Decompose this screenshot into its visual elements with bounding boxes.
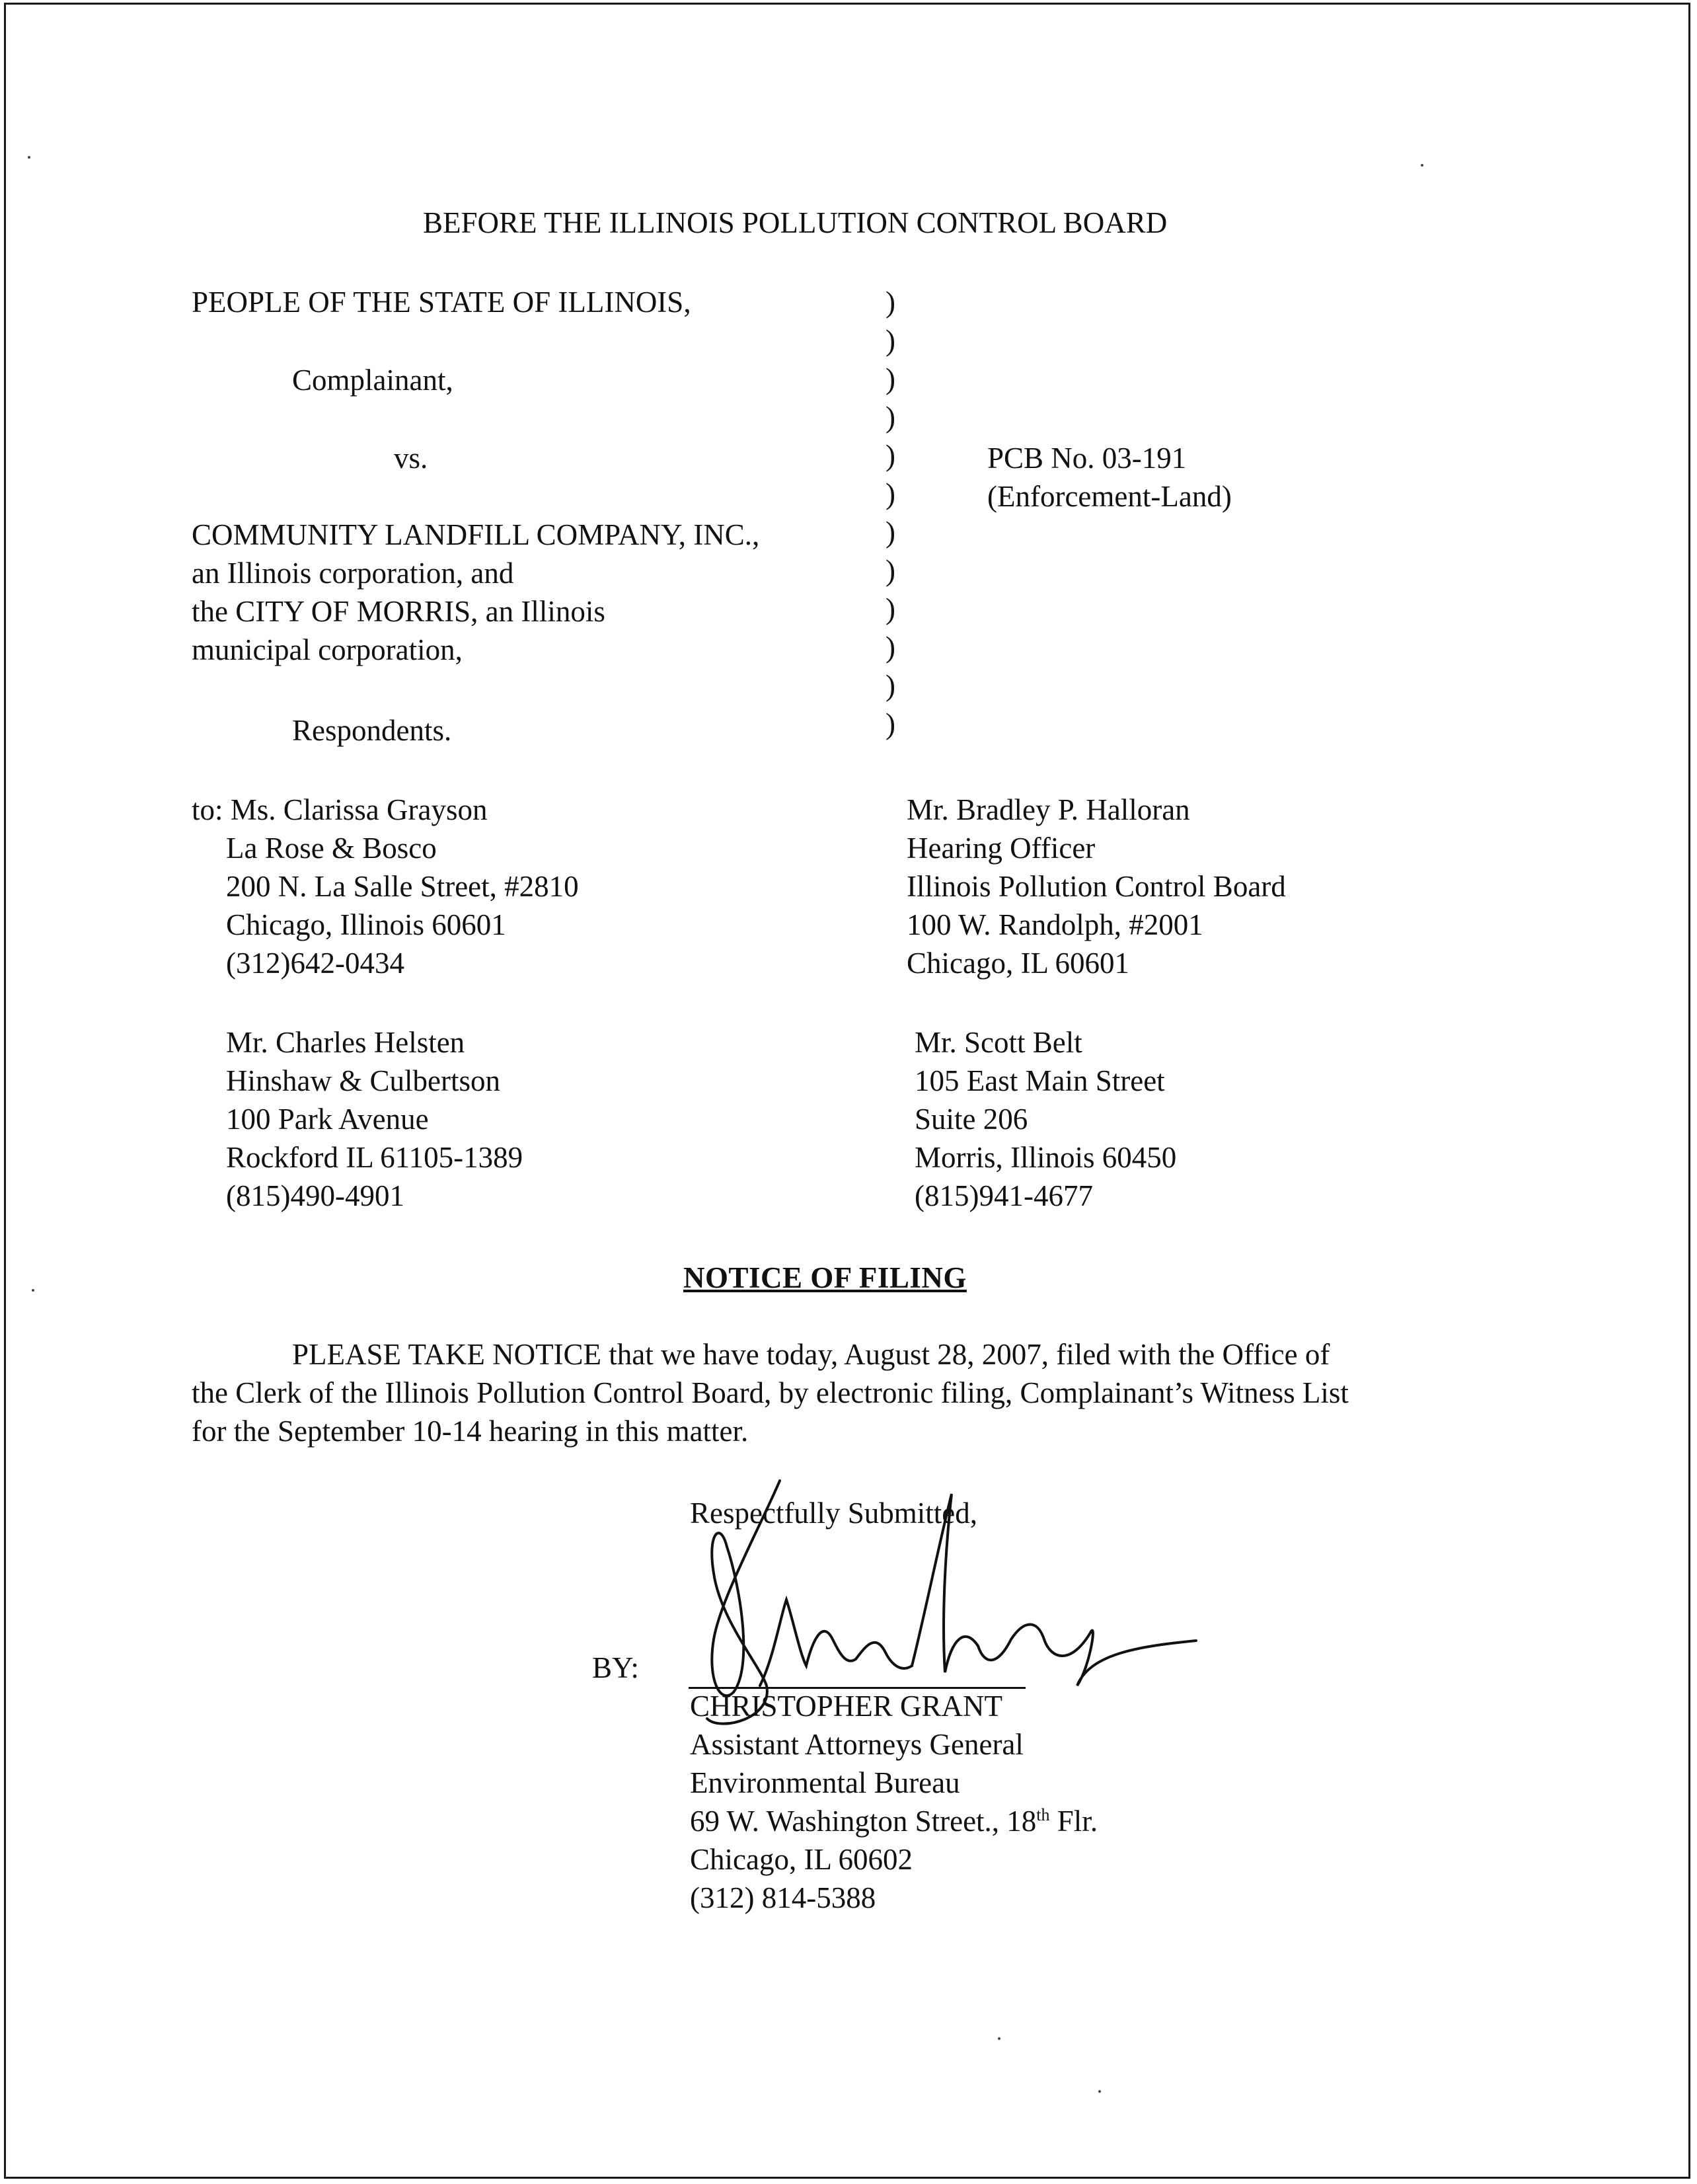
address-line: (312)642-0434 [226,947,404,980]
respondent-line: municipal corporation, [192,633,463,666]
to-label: to: [192,793,231,826]
respondent-line: an Illinois corporation, and [192,557,514,590]
address-line: Mr. Bradley P. Halloran [907,793,1190,826]
notice-line: PLEASE TAKE NOTICE that we have today, August 28, 2007, filed with the Office of [292,1338,1330,1371]
notice-body [192,1335,1349,1450]
street-ordinal: th [1036,1805,1050,1824]
address-line: Ms. Clarissa Grayson [230,793,488,826]
addressee-helsten [226,1023,523,1215]
scan-speck [32,1289,34,1292]
caption-paren: ) [886,439,895,472]
address-line: Chicago, Illinois 60601 [226,908,506,941]
address-line: Mr. Charles Helsten [226,1026,465,1059]
address-line: 100 Park Avenue [226,1103,429,1136]
complainant-name: PEOPLE OF THE STATE OF ILLINOIS, [192,286,691,319]
address-line: Chicago, IL 60601 [907,947,1130,980]
by-label: BY: [592,1651,639,1684]
addressee-grayson-details [226,829,579,982]
addressee-halloran [907,791,1286,982]
address-line: 100 W. Randolph, #2001 [907,908,1203,941]
caption-paren: ) [886,401,895,434]
caption-paren: ) [886,286,895,319]
address-line: 105 East Main Street [915,1064,1165,1097]
address-line: Mr. Scott Belt [915,1026,1082,1059]
caption-paren: ) [886,324,895,357]
versus-label: vs. [394,442,428,475]
caption-paren: ) [886,362,895,395]
notice-line: for the September 10-14 hearing in this matter. [192,1415,749,1448]
complainant-role: Complainant, [292,364,453,397]
address-line: La Rose & Bosco [226,832,437,865]
respondent-line: COMMUNITY LANDFILL COMPANY, INC., [192,518,760,551]
caption-paren: ) [886,516,895,549]
address-line: Hearing Officer [907,832,1096,865]
respondent-role: Respondents. [292,714,452,747]
respondent-line: the CITY OF MORRIS, an Illinois [192,595,605,628]
addressee-belt [915,1023,1176,1215]
street-floor: Flr. [1049,1805,1098,1838]
caption-paren: ) [886,592,895,625]
board-title: BEFORE THE ILLINOIS POLLUTION CONTROL BOARD [423,206,1168,239]
notice-line: the Clerk of the Illinois Pollution Control Board, by electronic filing, Complainant’s Witness List [192,1376,1349,1409]
signer-city: Chicago, IL 60602 [690,1843,913,1876]
address-line: Morris, Illinois 60450 [915,1141,1177,1174]
street-text: 69 W. Washington Street., 18 [690,1805,1037,1838]
caption-paren: ) [886,554,895,587]
signer-bureau: Environmental Bureau [690,1766,960,1799]
address-line: Illinois Pollution Control Board [907,870,1286,903]
case-number: PCB No. 03-191 [987,442,1187,475]
respondent-block [192,516,759,669]
signer-street [690,1802,1098,1840]
scan-speck [28,156,30,159]
scan-speck [998,2037,1000,2040]
address-line: 200 N. La Salle Street, #2810 [226,870,579,903]
address-line: Suite 206 [915,1103,1028,1136]
addressee-grayson [192,791,487,829]
scan-speck [1098,2090,1101,2093]
address-line: Rockford IL 61105-1389 [226,1141,523,1174]
caption-paren: ) [886,631,895,664]
signer-name: CHRISTOPHER GRANT [690,1690,1002,1723]
caption-paren: ) [886,669,895,702]
caption-paren: ) [886,707,895,740]
case-type: (Enforcement-Land) [987,480,1232,513]
caption-parentheses [886,283,895,743]
address-line: (815)490-4901 [226,1179,404,1212]
notice-heading: NOTICE OF FILING [683,1261,967,1294]
closing-text: Respectfully Submitted, [690,1497,977,1530]
caption-paren: ) [886,477,895,510]
signature-block [690,1687,1098,1917]
signer-phone: (312) 814-5388 [690,1881,876,1914]
address-line: Hinshaw & Culbertson [226,1064,500,1097]
signer-title: Assistant Attorneys General [690,1728,1024,1761]
address-line: (815)941-4677 [915,1179,1093,1212]
scan-speck [1421,164,1423,167]
